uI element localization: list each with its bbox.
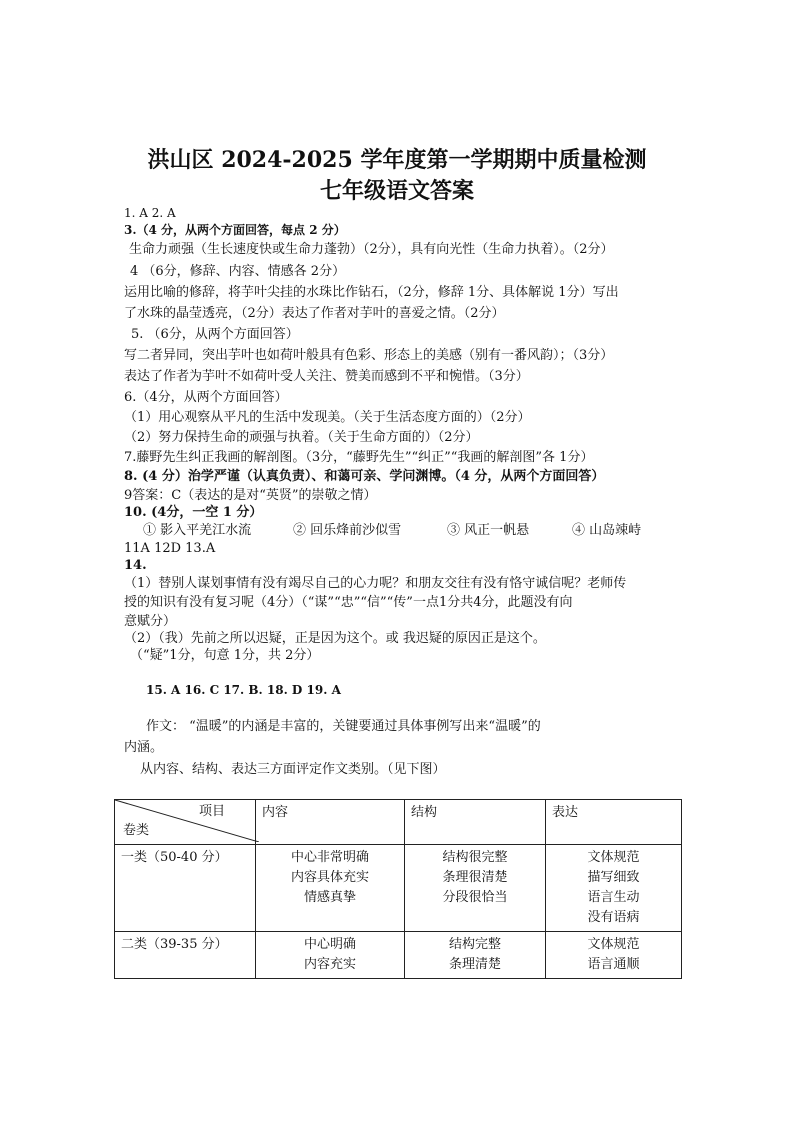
table-row xyxy=(115,932,682,979)
row-expression-cell xyxy=(546,932,682,979)
row-structure-cell xyxy=(405,845,546,932)
answer-9: 9答案：C（表达的是对“英贤”的崇敬之情） xyxy=(124,488,377,503)
answer-3-body: 生命力顽强（生长速度快或生命力蓬勃）（2分），具有向光性（生命力执着）。（2分） xyxy=(129,242,614,257)
header-diagonal-cell xyxy=(115,800,256,845)
answer-6-item-1: （1）用心观察从平凡的生活中发现美。（关于生活态度方面的）（2分） xyxy=(124,410,531,425)
criterion: 结构很完整 xyxy=(442,850,508,865)
answer-10-blank-2: ② 回乐烽前沙似雪 xyxy=(293,523,402,538)
criterion: 内容充实 xyxy=(303,957,356,972)
answer-4-heading: 4 （6分，修辞、内容、情感各 2分） xyxy=(130,264,346,279)
answer-10-blank-4: ④ 山岛竦峙 xyxy=(572,523,642,538)
header-content: 内容 xyxy=(256,800,405,845)
row-class-label: 一类（50-40 分） xyxy=(115,845,256,932)
answer-6-heading: 6.（4分，从两个方面回答） xyxy=(124,390,288,405)
criterion: 中心非常明确 xyxy=(290,850,369,865)
row-expression-cell xyxy=(546,845,682,932)
answer-5-body-1: 写二者异同，突出芋叶也如荷叶般具有色彩、形态上的美感（别有一番风韵）；（3分） xyxy=(124,348,614,363)
essay-rubric-table xyxy=(114,799,682,979)
row-structure-cell xyxy=(405,932,546,979)
answer-14-item-1-line-2: 授的知识有没有复习呢（4分）（“谋”“忠”“信”“传”一点1分共4分，此题没有向 xyxy=(124,595,573,610)
answer-7: 7.藤野先生纠正我画的解剖图。（3分，“藤野先生”“纠正”“我画的解剖图”各 1分） xyxy=(124,450,594,465)
answer-14-item-1-line-1: （1）替别人谋划事情有没有竭尽自己的心力呢？和朋友交往有没有恪守诚信呢？老师传 xyxy=(124,576,627,591)
header-structure: 结构 xyxy=(405,800,546,845)
answer-14-item-2: （2）（我）先前之所以迟疑，正是因为这个。或 我迟疑的原因正是这个。 xyxy=(124,631,546,646)
criterion: 语言通顺 xyxy=(587,957,640,972)
row-class-label: 二类（39-35 分） xyxy=(115,932,256,979)
criterion: 情感真挚 xyxy=(303,890,356,905)
criterion: 内容具体充实 xyxy=(290,870,369,885)
answer-5-body-2: 表达了作者为芋叶不如荷叶受人关注、赞美而感到不平和惋惜。（3分） xyxy=(124,369,529,384)
criterion: 条理清楚 xyxy=(448,957,501,972)
answer-10-blank-1: ① 影入平羌江水流 xyxy=(143,523,252,538)
answer-6-item-2: （2）努力保持生命的顽强与执着。（关于生命方面的）（2分） xyxy=(124,430,479,445)
answer-10-heading: 10. (4分，一空 1 分） xyxy=(124,505,263,520)
answer-14-heading: 14. xyxy=(124,558,147,573)
answer-14-item-1-line-3: 意赋分） xyxy=(124,614,177,629)
criterion: 分段很恰当 xyxy=(442,890,508,905)
criterion: 描写细致 xyxy=(587,870,640,885)
page-title: 洪山区 2024-2025 学年度第一学期期中质量检测 xyxy=(147,147,647,173)
header-class-label: 卷类 xyxy=(123,823,150,838)
row-content-cell xyxy=(256,932,405,979)
criterion: 中心明确 xyxy=(303,937,356,952)
criterion: 文体规范 xyxy=(587,937,640,952)
table-row xyxy=(115,845,682,932)
answer-4-body-1: 运用比喻的修辞，将芋叶尖挂的水珠比作钻石，（2分，修辞 1分、具体解说 1分）写出 xyxy=(124,285,619,300)
table-header-row xyxy=(115,800,682,845)
answer-14-item-2-scoring: （“疑”1分，句意 1分，共 2分） xyxy=(130,648,320,663)
header-expression: 表达 xyxy=(546,800,682,845)
header-item-label: 项目 xyxy=(199,804,226,819)
answer-10-blank-3: ③ 风正一帆悬 xyxy=(447,523,530,538)
answer-8: 8. (4 分）治学严谨（认真负责）、和蔼可亲、学问渊博。（4 分，从两个方面回答） xyxy=(124,469,605,484)
answer-11-13: 11A 12D 13.A xyxy=(124,541,216,556)
criterion: 条理很清楚 xyxy=(442,870,508,885)
answer-1-2: 1. A 2. A xyxy=(124,206,176,220)
page-subtitle: 七年级语文答案 xyxy=(319,178,474,204)
answer-4-body-2: 了水珠的晶莹透亮，（2分）表达了作者对芋叶的喜爱之情。（2分） xyxy=(124,306,505,321)
answer-5-heading: 5. （6分，从两个方面回答） xyxy=(131,327,299,342)
essay-intro-line-1: 作文： “温暖”的内涵是丰富的，关键要通过具体事例写出来“温暖”的 xyxy=(146,719,541,734)
criterion: 没有语病 xyxy=(587,910,640,925)
row-content-cell xyxy=(256,845,405,932)
answer-15-19: 15. A 16. C 17. B. 18. D 19. A xyxy=(146,683,341,697)
answer-3-heading: 3.（4 分，从两个方面回答，每点 2 分） xyxy=(124,223,346,237)
essay-intro-line-2: 内涵。 xyxy=(124,740,164,755)
criterion: 文体规范 xyxy=(587,850,640,865)
criterion: 语言生动 xyxy=(587,890,640,905)
criterion: 结构完整 xyxy=(448,937,501,952)
essay-criteria-note: 从内容、结构、表达三方面评定作文类别。（见下图） xyxy=(140,762,446,777)
